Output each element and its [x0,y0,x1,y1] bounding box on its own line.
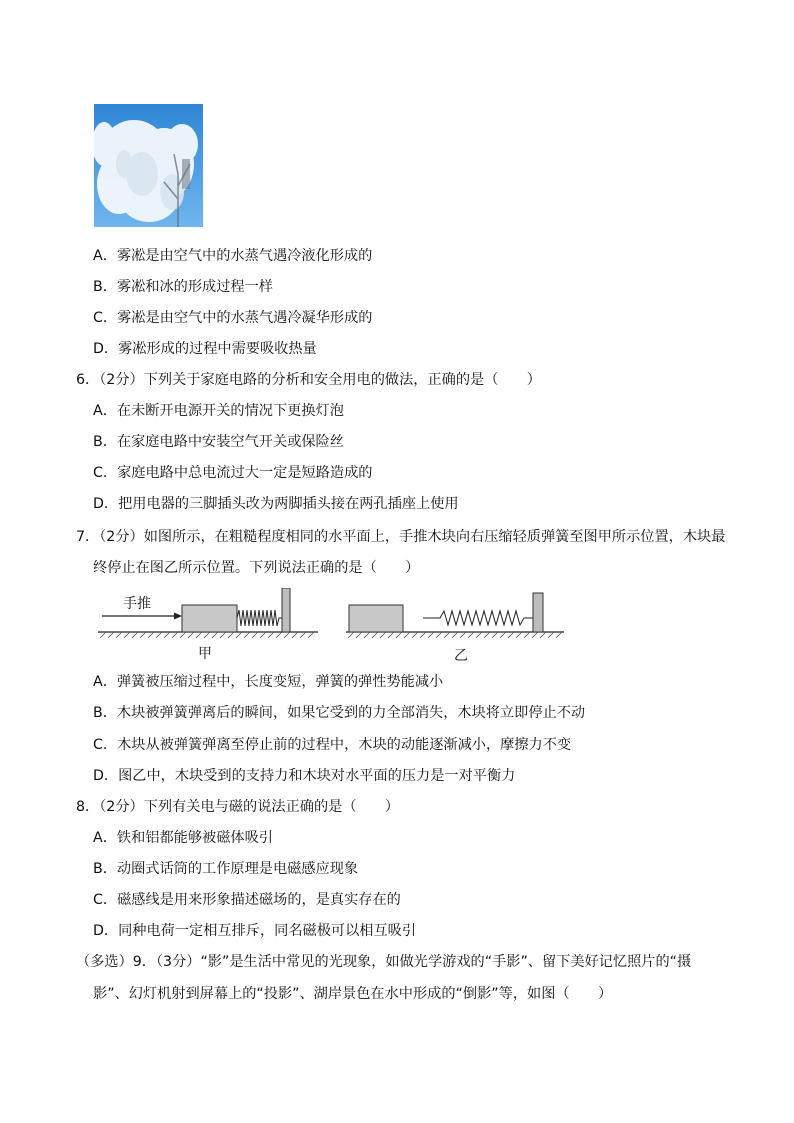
q6-stem: 6．（2分）下列关于家庭电路的分析和安全用电的做法，正确的是（ ） [76,372,541,388]
q5-option-d: D．雾凇形成的过程中需要吸收热量 [93,341,317,357]
ground-yi [346,632,564,638]
q7-stem-line2: 终停止在图乙所示位置。下列说法正确的是（ ） [93,560,420,576]
q7-stem-line1: 7．（2分）如图所示，在粗糙程度相同的水平面上，手推木块向右压缩轻质弹簧至图甲所示位置，木块最 [76,529,726,545]
q7-spring-block-figure [96,588,566,666]
q7-option-b: B．木块被弹簧弹离后的瞬间，如果它受到的力全部消失，木块将立即停止不动 [93,705,586,721]
q8-stem: 8．（2分）下列有关电与磁的说法正确的是（ ） [76,799,400,815]
wall-yi [533,593,543,632]
wall-jia [282,588,290,632]
q8-option-d: D．同种电荷一定相互排斥，同名磁极可以相互吸引 [93,923,417,939]
q7-option-c: C．木块从被弹簧弹离至停止前的过程中，木块的动能逐渐减小，摩擦力不变 [93,737,572,753]
figure-jia-label: 甲 [198,646,212,662]
q9-stem-line2: 影”、幻灯机射到屏幕上的“投影”、湖岸景色在水中形成的“倒影”等，如图（ ） [93,986,613,1002]
spring-relaxed [423,611,533,625]
q6-option-c: C．家庭电路中总电流过大一定是短路造成的 [93,465,373,481]
q9-stem-line1: （多选）9．（3分）“影”是生活中常见的光现象，如做光学游戏的“手影”、留下美好记忆照片的“摄 [76,954,692,970]
q7-option-a: A．弹簧被压缩过程中，长度变短，弹簧的弹性势能减小 [93,674,444,690]
q5-option-c: C．雾凇是由空气中的水蒸气遇冷凝华形成的 [93,310,373,326]
q5-option-b: B．雾凇和冰的形成过程一样 [93,279,273,295]
q8-option-b: B．动圈式话筒的工作原理是电磁感应现象 [93,861,359,877]
q7-option-d: D．图乙中，木块受到的支持力和木块对水平面的压力是一对平衡力 [93,768,516,784]
rime-tree-photo [94,104,203,227]
q5-option-a: A．雾凇是由空气中的水蒸气遇冷液化形成的 [93,248,373,264]
block-yi [349,605,403,632]
q8-option-a: A．铁和铝都能够被磁体吸引 [93,830,273,846]
q6-option-a: A．在未断开电源开关的情况下更换灯泡 [93,403,344,419]
q8-option-c: C．磁感线是用来形象描述磁场的，是真实存在的 [93,892,401,908]
spring-compressed [237,610,282,626]
ground-jia [98,632,318,638]
block-jia [182,605,237,632]
figure-yi-label: 乙 [454,648,468,664]
q6-option-b: B．在家庭电路中安装空气开关或保险丝 [93,434,344,450]
push-label: 手推 [123,596,151,612]
q6-option-d: D．把用电器的三脚插头改为两脚插头接在两孔插座上使用 [93,496,459,512]
